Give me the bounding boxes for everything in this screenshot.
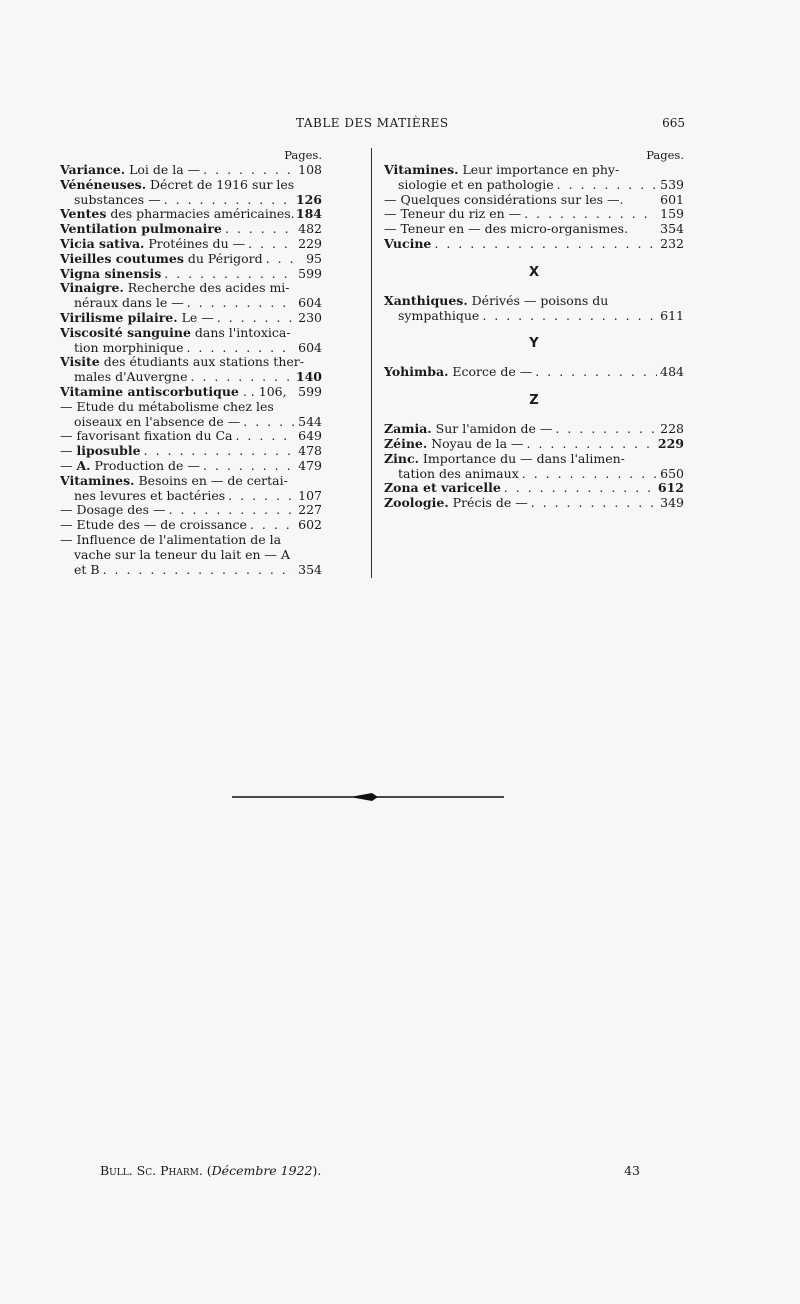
entry-line bbox=[384, 365, 684, 380]
entry-line bbox=[60, 489, 322, 504]
dot-leader bbox=[144, 444, 296, 459]
index-entry bbox=[384, 237, 684, 252]
page-ref: 604 bbox=[298, 296, 322, 311]
index-entry bbox=[384, 496, 684, 511]
page-title: TABLE DES MATIÈRES bbox=[296, 116, 449, 130]
dot-leader bbox=[482, 309, 657, 324]
entry-text bbox=[60, 385, 287, 400]
dot-leader bbox=[266, 252, 297, 267]
index-entry bbox=[384, 365, 684, 380]
entry-text bbox=[74, 296, 184, 311]
entry-text bbox=[384, 422, 552, 437]
entry-line bbox=[384, 193, 684, 208]
entry-label: du Périgord bbox=[183, 251, 263, 266]
index-entry bbox=[384, 222, 684, 237]
page-ref: 478 bbox=[298, 444, 322, 459]
page-ref: 482 bbox=[298, 222, 322, 237]
dot-leader bbox=[228, 489, 295, 504]
page-ref: 107 bbox=[298, 488, 322, 503]
entry-label: Dérivés — poisons du bbox=[467, 293, 609, 308]
index-entry bbox=[384, 193, 684, 208]
entry-label: Besoins en — de certai- bbox=[134, 473, 288, 488]
entry-text bbox=[74, 489, 225, 504]
index-entries-y bbox=[384, 365, 684, 380]
entry-heading: Zona et varicelle bbox=[384, 481, 501, 496]
dot-leader bbox=[557, 178, 658, 193]
entry-text bbox=[74, 341, 183, 356]
dot-leader bbox=[235, 429, 295, 444]
index-column-left bbox=[60, 148, 322, 577]
dot-leader bbox=[248, 237, 295, 252]
index-entry bbox=[60, 252, 322, 267]
dot-leader bbox=[225, 222, 295, 237]
entry-text bbox=[398, 467, 519, 482]
entry-line bbox=[384, 481, 684, 496]
entry-text bbox=[384, 294, 608, 309]
entry-line bbox=[384, 163, 684, 178]
entry-line bbox=[60, 341, 322, 356]
dot-leader bbox=[203, 163, 295, 178]
index-entry bbox=[60, 459, 322, 474]
index-entry bbox=[60, 281, 322, 311]
entry-line bbox=[60, 503, 322, 518]
entry-label: — Influence de l'alimentation de la bbox=[60, 532, 282, 547]
index-entry bbox=[60, 474, 322, 504]
entry-text bbox=[74, 563, 100, 578]
entry-text bbox=[60, 281, 290, 296]
index-entry bbox=[60, 222, 322, 237]
page-ref: 602 bbox=[298, 518, 322, 533]
entry-text bbox=[384, 452, 625, 467]
entry-text bbox=[384, 237, 431, 252]
page-ref: 108 bbox=[298, 163, 322, 177]
entry-label: Décret de 1916 sur les bbox=[146, 177, 295, 192]
page-ref: 601 bbox=[660, 192, 684, 207]
entry-label: — Quelques considérations sur les —. bbox=[384, 192, 624, 207]
entry-label: Sur l'amidon de — bbox=[431, 422, 553, 437]
entry-line bbox=[60, 518, 322, 533]
entry-line bbox=[60, 207, 322, 222]
entry-text bbox=[60, 326, 291, 341]
entry-line bbox=[60, 415, 322, 430]
entry-line bbox=[384, 309, 684, 324]
entry-heading: Vucine bbox=[384, 236, 432, 251]
entry-text bbox=[60, 207, 295, 222]
entry-text bbox=[60, 518, 247, 533]
running-head bbox=[60, 116, 685, 136]
entry-text bbox=[384, 481, 501, 496]
entry-heading: Viscosité sanguine bbox=[60, 325, 191, 340]
index-entry bbox=[60, 311, 322, 326]
entry-text bbox=[74, 370, 188, 385]
index-entry bbox=[60, 503, 322, 518]
entry-label: — Teneur du riz en — bbox=[384, 207, 522, 222]
entry-label: tation des animaux bbox=[398, 466, 519, 481]
page-ref: 649 bbox=[298, 429, 322, 444]
page-ref: 95 bbox=[306, 251, 322, 266]
entry-text bbox=[60, 237, 245, 252]
entry-line bbox=[384, 237, 684, 252]
entry-heading: Zamia. bbox=[384, 422, 432, 437]
entry-line bbox=[60, 311, 322, 326]
index-entries-left bbox=[60, 163, 322, 577]
entry-text bbox=[384, 437, 524, 452]
journal-prefix: Bull. Sc. Pharm. bbox=[100, 1163, 203, 1178]
page-ref: 539 bbox=[660, 177, 684, 192]
index-entry bbox=[60, 385, 322, 400]
dot-leader bbox=[169, 503, 296, 518]
entry-label: oiseaux en l'absence de — bbox=[74, 414, 241, 429]
page-ref: 159 bbox=[660, 207, 684, 222]
entry-line bbox=[60, 370, 322, 385]
dot-leader bbox=[217, 311, 295, 326]
entry-label: substances — bbox=[74, 192, 161, 207]
entry-text bbox=[60, 222, 222, 237]
entry-heading: Visite bbox=[60, 355, 100, 370]
entry-heading: Xanthiques. bbox=[384, 293, 468, 308]
entry-label: sympathique bbox=[398, 308, 480, 323]
entry-label: des étudiants aux stations ther- bbox=[99, 355, 304, 370]
entry-label: — Etude des — de croissance bbox=[60, 518, 247, 533]
index-entry bbox=[384, 163, 684, 193]
signature-mark: 43 bbox=[624, 1163, 640, 1178]
entry-label: Protéines du — bbox=[144, 236, 246, 251]
entry-heading: Vitamines. bbox=[60, 473, 135, 488]
entry-line bbox=[60, 237, 322, 252]
entry-text bbox=[398, 178, 554, 193]
page-ref: 479 bbox=[298, 458, 322, 473]
entry-text bbox=[384, 193, 623, 208]
entry-label: Leur importance en phy- bbox=[458, 163, 620, 177]
entry-heading: Ventes bbox=[60, 207, 107, 222]
dot-leader bbox=[527, 437, 655, 452]
index-entry bbox=[384, 422, 684, 437]
page-ref: 612 bbox=[657, 481, 684, 496]
entry-label: — favorisant fixation du Ca bbox=[60, 429, 233, 444]
index-column-right bbox=[384, 148, 684, 511]
entry-heading: Vénéneuses. bbox=[60, 177, 147, 192]
dot-leader bbox=[187, 296, 295, 311]
pages-label: Pages. bbox=[646, 148, 684, 162]
entry-label: Le — bbox=[177, 310, 214, 325]
page-ref: 230 bbox=[298, 310, 322, 325]
entry-line bbox=[60, 459, 322, 474]
dot-leader bbox=[555, 422, 657, 437]
index-entries-x bbox=[384, 294, 684, 324]
entry-heading: Ventilation pulmonaire bbox=[60, 222, 222, 237]
section-letter-y: Y bbox=[529, 336, 539, 352]
entry-heading: Vitamines. bbox=[384, 163, 459, 177]
dot-leader bbox=[531, 496, 657, 511]
entry-text bbox=[74, 548, 290, 563]
entry-label: des pharmacies américaines. bbox=[106, 207, 295, 222]
entry-label: Loi de la — bbox=[125, 163, 201, 177]
entry-text bbox=[60, 400, 274, 415]
entry-text bbox=[60, 355, 304, 370]
entry-label: — Teneur en — des micro-organismes. bbox=[384, 222, 629, 237]
entry-heading: Zinc. bbox=[384, 451, 419, 466]
index-entry bbox=[60, 267, 322, 282]
journal-reference: Bull. Sc. Pharm. (Décembre 1922). bbox=[100, 1163, 322, 1178]
entry-subheading: liposuble bbox=[76, 444, 141, 459]
dot-leader bbox=[186, 341, 295, 356]
page-ref: 229 bbox=[657, 436, 684, 451]
entry-heading: Vicia sativa. bbox=[60, 236, 145, 251]
index-entry bbox=[60, 444, 322, 459]
entry-text bbox=[60, 429, 232, 444]
page-ref: 349 bbox=[660, 496, 684, 511]
section-letter-z: Z bbox=[529, 393, 539, 409]
index-entry bbox=[60, 400, 322, 430]
entry-heading: Zéine. bbox=[384, 436, 428, 451]
dot-leader bbox=[103, 563, 296, 578]
page-ref: 126 bbox=[295, 192, 322, 207]
entry-line bbox=[60, 193, 322, 208]
page-ref: 611 bbox=[660, 308, 684, 323]
entry-label: dans l'intoxica- bbox=[190, 325, 291, 340]
entry-heading: Zoologie. bbox=[384, 496, 449, 511]
index-entry bbox=[384, 452, 684, 482]
page-ref: 232 bbox=[660, 236, 684, 251]
entry-line bbox=[60, 548, 322, 563]
page-ref: 650 bbox=[660, 466, 684, 481]
entry-label: — bbox=[60, 444, 77, 459]
page-ref: 354 bbox=[660, 222, 684, 237]
entry-label: Noyau de la — bbox=[427, 436, 524, 451]
page-ref: 184 bbox=[295, 207, 322, 222]
dot-leader bbox=[164, 267, 295, 282]
index-entry bbox=[60, 355, 322, 385]
page-ref: 599 bbox=[298, 266, 322, 281]
index-entry bbox=[384, 437, 684, 452]
entry-text bbox=[60, 267, 161, 282]
entry-line bbox=[60, 252, 322, 267]
dot-leader bbox=[535, 365, 657, 380]
entry-label: nes levures et bactéries bbox=[74, 488, 226, 503]
index-entry bbox=[384, 207, 684, 222]
page-ref: 229 bbox=[298, 236, 322, 251]
index-entry bbox=[60, 178, 322, 208]
index-entry bbox=[60, 207, 322, 222]
index-entries-z bbox=[384, 422, 684, 511]
index-entry bbox=[384, 294, 684, 324]
entry-line bbox=[384, 178, 684, 193]
entry-line bbox=[60, 400, 322, 415]
page-number: 665 bbox=[662, 116, 685, 130]
entry-line bbox=[60, 444, 322, 459]
dot-leader bbox=[250, 518, 295, 533]
entry-text bbox=[60, 533, 281, 548]
entry-label: et B bbox=[74, 562, 100, 577]
page-ref: 354 bbox=[298, 562, 322, 577]
entry-heading: Yohimba. bbox=[384, 365, 449, 380]
pages-label: Pages. bbox=[284, 148, 322, 162]
entry-line bbox=[60, 355, 322, 370]
index-entry bbox=[384, 481, 684, 496]
entry-line bbox=[60, 474, 322, 489]
index-entry bbox=[60, 429, 322, 444]
entry-line bbox=[60, 326, 322, 341]
index-entry bbox=[60, 326, 322, 356]
entry-label: Ecorce de — bbox=[448, 365, 533, 380]
entry-line bbox=[60, 178, 322, 193]
entry-label: males d'Auvergne bbox=[74, 370, 188, 385]
dot-leader bbox=[243, 415, 295, 430]
entry-line bbox=[60, 281, 322, 296]
entry-heading: Vieilles coutumes bbox=[60, 251, 184, 266]
entry-line bbox=[384, 452, 684, 467]
entry-text bbox=[384, 496, 528, 511]
entry-text bbox=[60, 163, 200, 178]
entry-line bbox=[60, 296, 322, 311]
journal-issue: Décembre 1922 bbox=[211, 1163, 313, 1178]
entry-text bbox=[74, 415, 240, 430]
entry-line bbox=[384, 294, 684, 309]
entry-label: — bbox=[60, 458, 77, 473]
entry-line bbox=[60, 385, 322, 400]
page-ref: 604 bbox=[298, 340, 322, 355]
column-divider bbox=[371, 148, 372, 578]
dot-leader bbox=[522, 467, 657, 482]
section-letter-x: X bbox=[528, 264, 540, 280]
dot-leader bbox=[504, 481, 655, 496]
page-ref: 544 bbox=[298, 414, 322, 429]
ornament-rule bbox=[232, 789, 504, 805]
entry-text bbox=[60, 311, 214, 326]
entry-subheading: A. bbox=[76, 458, 91, 473]
dot-leader bbox=[434, 237, 657, 252]
dot-leader bbox=[203, 459, 295, 474]
entry-text bbox=[398, 309, 479, 324]
page-ref: 140 bbox=[295, 370, 322, 385]
entry-label: tion morphinique bbox=[74, 340, 184, 355]
entry-text bbox=[60, 444, 141, 459]
dot-leader bbox=[191, 370, 293, 385]
entry-label: — Etude du métabolisme chez les bbox=[60, 399, 274, 414]
index-entries-v bbox=[384, 163, 684, 252]
entry-heading: Vigna sinensis bbox=[60, 266, 162, 281]
entry-label: Précis de — bbox=[448, 496, 528, 511]
entry-text bbox=[60, 474, 288, 489]
entry-label: — Dosage des — bbox=[60, 503, 166, 518]
entry-label: . . 106, bbox=[238, 384, 287, 399]
index-entry bbox=[60, 163, 322, 178]
entry-heading: Vitamine antiscorbutique bbox=[60, 384, 239, 399]
entry-text bbox=[60, 459, 200, 474]
entry-line bbox=[384, 496, 684, 511]
entry-line bbox=[384, 437, 684, 452]
entry-text bbox=[384, 222, 628, 237]
entry-text bbox=[384, 207, 521, 222]
entry-line bbox=[60, 533, 322, 548]
entry-line bbox=[60, 267, 322, 282]
entry-line bbox=[384, 467, 684, 482]
entry-line bbox=[384, 422, 684, 437]
entry-label: siologie et en pathologie bbox=[398, 177, 554, 192]
dot-leader bbox=[524, 207, 657, 222]
entry-text bbox=[60, 503, 166, 518]
entry-heading: Vinaigre. bbox=[60, 281, 124, 296]
page-ref: 484 bbox=[660, 365, 684, 380]
entry-heading: Virilisme pilaire. bbox=[60, 310, 178, 325]
entry-heading: Variance. bbox=[60, 163, 126, 177]
entry-line bbox=[384, 207, 684, 222]
entry-line bbox=[60, 222, 322, 237]
index-entry bbox=[60, 518, 322, 533]
entry-text bbox=[384, 365, 532, 380]
entry-line bbox=[60, 429, 322, 444]
entry-line bbox=[60, 563, 322, 578]
entry-label: Importance du — dans l'alimen- bbox=[418, 451, 625, 466]
entry-line bbox=[60, 163, 322, 178]
dot-leader bbox=[164, 193, 293, 208]
index-entry bbox=[60, 533, 322, 577]
entry-label: Production de — bbox=[90, 458, 200, 473]
page-ref: 228 bbox=[660, 422, 684, 437]
entry-label: vache sur la teneur du lait en — A bbox=[74, 547, 291, 562]
entry-text bbox=[74, 193, 161, 208]
page-ref: 599 bbox=[298, 384, 322, 399]
entry-label: Recherche des acides mi- bbox=[123, 281, 290, 296]
entry-text bbox=[60, 252, 263, 267]
page-ref: 227 bbox=[298, 503, 322, 518]
index-entry bbox=[60, 237, 322, 252]
entry-text bbox=[60, 178, 294, 193]
entry-text bbox=[384, 163, 619, 178]
entry-line bbox=[384, 222, 684, 237]
entry-label: néraux dans le — bbox=[74, 296, 184, 311]
